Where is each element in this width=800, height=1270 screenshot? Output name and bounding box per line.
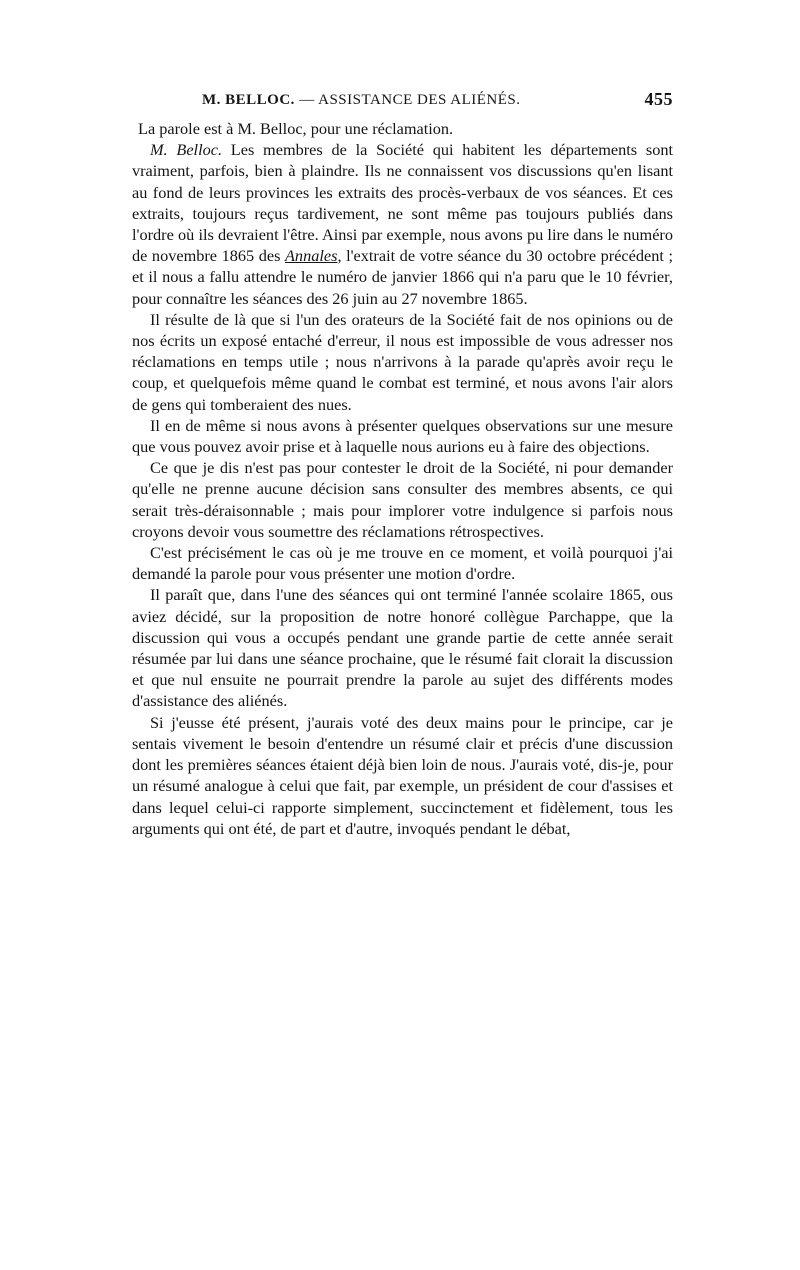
paragraph-3: Il résulte de là que si l'un des orateurs de la Société fait de nos opinions ou de nos écrits un exposé entaché d'erreur, il nous est impossible de vous adresser nos réclamations en temps utile ; nous n'arrivons à la parade qu'après avoir reçu le coup, et quelquefois même quand le combat est terminé, et nous avons l'air alors de gens qui tomberaient des nues.	[132, 309, 673, 414]
paragraph-4: Il en de même si nous avons à présenter quelques observations sur une mesure que vous pouvez avoir prise et à laquelle nous aurions eu à faire des objections.	[132, 415, 673, 457]
running-header	[132, 88, 673, 118]
paragraph-2-text-a: Les membres de la Société qui habitent les départements sont vraiment, parfois, bien à plaindre. Ils ne connaissent vos discussions qu'en lisant au fond de leurs provinces les extraits des procès-verbaux de vos séances. Et ces extraits, toujours reçus tardivement, ne sont même pas toujours publiés dans l'ordre où ils devraient l'être. Ainsi par exemple, nous avons pu lire dans le numéro de novembre 1865 des	[132, 140, 674, 266]
header-title: ASSISTANCE DES ALIÉNÉS.	[318, 92, 521, 108]
speaker-name: M. Belloc.	[150, 140, 223, 160]
page-body	[132, 118, 673, 839]
paragraph-1: La parole est à M. Belloc, pour une réclamation.	[138, 119, 454, 138]
paragraph-8: Si j'eusse été présent, j'aurais voté des deux mains pour le principe, car je sentais vivement le besoin d'entendre un résumé clair et précis d'une discussion dont les premières séances étaient déjà bien loin de nous. J'aurais voté, dis-je, pour un résumé analogue à celui que fait, par exemple, un président de cour d'assises et dans lequel celui-ci rapporte simplement, succinctement et fidèlement, tous les arguments qui ont été, de part et d'autre, invoqués pendant le débat,	[132, 712, 673, 838]
paragraph-7: Il paraît que, dans l'une des séances qui ont terminé l'année scolaire 1865, ous aviez décidé, sur la proposition de notre honoré collègue Parchappe, que la discussion qui vous a occupés pendant une grande partie de cette année serait résumée par lui dans une séance prochaine, que le résumé fait clorait la discussion et que nul ensuite ne pourrait prendre la parole au sujet des différents modes d'assistance des aliénés.	[132, 585, 673, 711]
paragraph-2-text-b: , l'extrait de votre séance du 30 octobre précédent ; et il nous a fallu attendre le numéro de janvier 1866 qui n'a paru que le 10 février, pour connaître les séances des 26 juin au 27 novembre 1865.	[132, 246, 673, 308]
book-page	[132, 88, 673, 839]
running-title	[202, 92, 521, 109]
page-number: 455	[644, 89, 673, 109]
paragraph-5: Ce que je dis n'est pas pour contester le droit de la Société, ni pour demander qu'elle ne prenne aucune décision sans consulter des membres absents, ce qui serait très-déraisonnable ; mais pour implorer votre indulgence si parfois nous croyons devoir vous soumettre des réclamations rétrospectives.	[132, 458, 673, 541]
journal-title: Annales	[284, 246, 338, 266]
paragraph-6: C'est précisément le cas où je me trouve en ce moment, et voilà pourquoi j'ai demandé la parole pour vous présenter une motion d'ordre.	[132, 543, 673, 584]
header-author: M. BELLOC.	[202, 92, 295, 108]
paragraph-2	[132, 139, 673, 309]
header-separator: —	[299, 92, 315, 108]
